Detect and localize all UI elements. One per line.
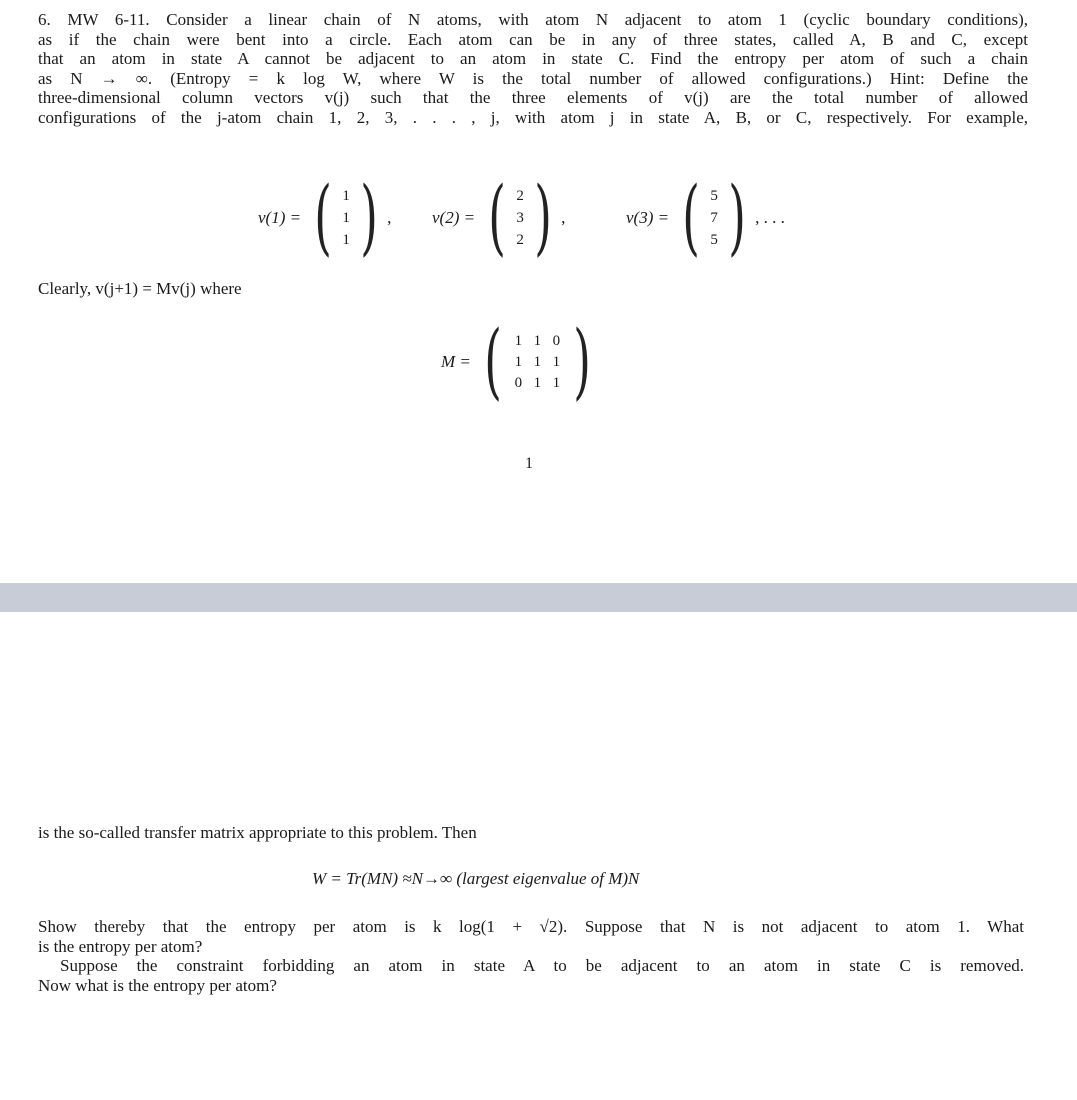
example-vectors	[0, 170, 1077, 265]
vector-label: v(1) =	[258, 208, 302, 227]
vector-separator: ,	[561, 208, 566, 227]
matrix-entry: 1	[514, 353, 523, 370]
matrix-entry: 1	[552, 353, 561, 370]
matrix-label: M =	[441, 352, 471, 371]
vector-entry: 7	[710, 210, 718, 226]
matrix-grid	[509, 331, 566, 394]
continuation-text: is the so-called transfer matrix appropriate to this problem. Then	[38, 823, 477, 842]
final-line-3: Suppose the constraint forbidding an atom in state A to be adjacent to an atom in state C is removed.	[60, 956, 1024, 976]
page-number: 1	[525, 455, 533, 472]
problem-line-6: configurations of the j-atom chain 1, 2, 3, . . . , j, with atom j in state A, B, or C, respectively. For example,	[38, 107, 1028, 127]
vector-entry: 1	[342, 232, 350, 248]
vector-entry: 5	[710, 232, 718, 248]
matrix-entry: 1	[533, 374, 542, 391]
final-line-1: Show thereby that the entropy per atom is k log(1 + √2). Suppose that N is not adjacent to atom 1. What	[38, 917, 1024, 936]
vector-separator: ,	[387, 208, 392, 227]
page-break-divider	[0, 583, 1077, 612]
problem-statement	[38, 10, 1028, 128]
matrix-entry: 0	[514, 374, 523, 391]
vector-column	[707, 186, 721, 250]
matrix-entry: 0	[552, 332, 561, 349]
vector-entry: 5	[710, 188, 718, 204]
matrix-entry: 1	[533, 353, 542, 370]
vector-entry: 3	[516, 210, 524, 226]
matrix-entry: 1	[514, 332, 523, 349]
vector-label: v(3) =	[626, 208, 670, 227]
trace-equation: W = Tr(MN) ≈N→∞ (largest eigenvalue of M)N	[312, 869, 640, 888]
problem-line-5: three-dimensional column vectors v(j) such that the three elements of v(j) are the total number of allowed	[38, 88, 1028, 108]
vector-v1: v(1) = ( 1 1 1 ) ,	[258, 170, 392, 265]
vector-column	[513, 186, 527, 250]
vector-column	[339, 186, 353, 250]
final-line-4: Now what is the entropy per atom?	[38, 975, 277, 995]
recurrence-text: Clearly, v(j+1) = Mv(j) where	[38, 279, 242, 298]
problem-line-2: as if the chain were bent into a circle. Each atom can be in any of three states, called A, B and C, except	[38, 29, 1028, 49]
vector-v3: v(3) = ( 5 7 5 ) , . . .	[626, 170, 785, 265]
vector-v2: v(2) = ( 2 3 2 ) ,	[432, 170, 566, 265]
vector-separator: , . . .	[755, 208, 785, 227]
vector-entry: 1	[342, 188, 350, 204]
matrix-entry: 1	[533, 332, 542, 349]
matrix-entry: 1	[552, 374, 561, 391]
vector-label: v(2) =	[432, 208, 476, 227]
problem-line-1: 6. MW 6-11. Consider a linear chain of N atoms, with atom N adjacent to atom 1 (cyclic boundary conditions),	[38, 10, 1028, 29]
problem-line-4: as N → ∞. (Entropy = k log W, where W is the total number of allowed configurations.) Hint: Define the	[38, 68, 1028, 88]
problem-line-3: that an atom in state A cannot be adjacent to an atom in state C. Find the entropy per atom of such a chain	[38, 49, 1028, 69]
vector-entry: 2	[516, 232, 524, 248]
final-questions	[38, 917, 1024, 995]
final-line-2: is the entropy per atom?	[38, 936, 203, 956]
vector-entry: 1	[342, 210, 350, 226]
vector-entry: 2	[516, 188, 524, 204]
transfer-matrix: M = ( 1 1 0 1 1 1 0 1 1 )	[441, 314, 591, 409]
